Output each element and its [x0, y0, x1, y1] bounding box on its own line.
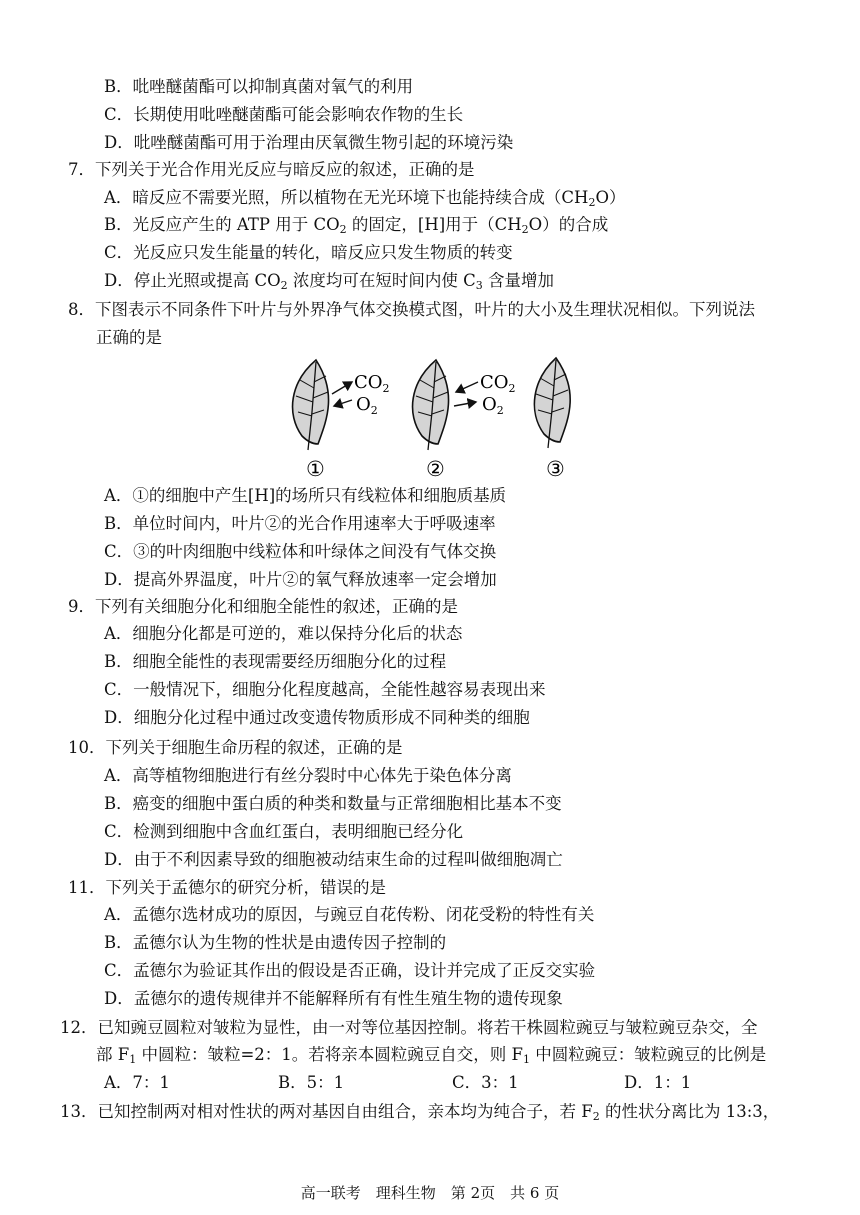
q10-stem: 10．下列关于细胞生命历程的叙述，正确的是 [68, 738, 403, 757]
q10-option-b: B．癌变的细胞中蛋白质的种类和数量与正常细胞相比基本不变 [104, 794, 562, 813]
o2-label-1: $O_2$ [356, 394, 378, 417]
q12-option-a: A．7：1 [104, 1073, 170, 1092]
q6-option-b: B．吡唑醚菌酯可以抑制真菌对氧气的利用 [104, 77, 414, 96]
q11-option-c: C．孟德尔为验证其作出的假设是否正确，设计并完成了正反交实验 [104, 961, 596, 980]
arrow-out-co2-1 [332, 382, 352, 394]
leaf-label-3: ③ [546, 457, 565, 480]
q12-options [0, 1072, 860, 1094]
q8-option-a: A．①的细胞中产生[H]的场所只有线粒体和细胞质基质 [104, 486, 507, 505]
q10-option-c: C．检测到细胞中含血红蛋白，表明细胞已经分化 [104, 822, 464, 841]
leaf-3 [534, 358, 570, 448]
q7-option-a: A．暗反应不需要光照，所以植物在无光环境下也能持续合成$(CH_2O)$ [104, 188, 626, 209]
q8-option-c: C．③的叶肉细胞中线粒体和叶绿体之间没有气体交换 [104, 542, 497, 561]
leaf-1 [293, 360, 329, 450]
leaf-gas-exchange-figure [282, 352, 582, 480]
q10-option-a: A．高等植物细胞进行有丝分裂时中心体先于染色体分离 [104, 766, 512, 785]
co2-label-2: $CO_2$ [480, 372, 516, 395]
q12-option-b: B．5：1 [278, 1073, 345, 1092]
q12-stem-line2: 部 $F_1$ 中圆粒：皱粒=2：1。若将亲本圆粒豌豆自交，则 $F_1$ 中圆粒豌豆：皱粒豌豆的比例是 [96, 1045, 767, 1066]
o2-label-2: $O_2$ [482, 394, 504, 417]
q7-option-b: B．光反应产生的 ATP 用于 $CO_2$ 的固定，[H]用于$(CH_2O)$的合成 [104, 215, 609, 236]
q7-stem: 7．下列关于光合作用光反应与暗反应的叙述，正确的是 [68, 160, 475, 179]
leaf-label-2: ② [426, 457, 445, 480]
q9-option-a: A．细胞分化都是可逆的，难以保持分化后的状态 [104, 624, 463, 643]
q9-option-d: D．细胞分化过程中通过改变遗传物质形成不同种类的细胞 [104, 708, 530, 727]
page-footer: 高一联考 理科生物 第 2页 共 6 页 [300, 1184, 560, 1202]
q8-stem-line2: 正确的是 [96, 328, 162, 347]
q9-option-c: C．一般情况下，细胞分化程度越高，全能性越容易表现出来 [104, 680, 546, 699]
arrow-in-co2-2 [456, 382, 478, 392]
q11-option-a: A．孟德尔选材成功的原因，与豌豆自花传粉、闭花受粉的特性有关 [104, 905, 595, 924]
q6-option-c: C．长期使用吡唑醚菌酯可能会影响农作物的生长 [104, 105, 464, 124]
arrow-out-o2-2 [454, 402, 476, 406]
q7-option-d: D．停止光照或提高 $CO_2$ 浓度均可在短时间内使 $C_3$ 含量增加 [104, 271, 555, 292]
q9-stem: 9．下列有关细胞分化和细胞全能性的叙述，正确的是 [68, 597, 458, 616]
arrow-in-o2-1 [334, 400, 352, 406]
q10-option-d: D．由于不利因素导致的细胞被动结束生命的过程叫做细胞凋亡 [104, 850, 563, 869]
q11-option-b: B．孟德尔认为生物的性状是由遗传因子控制的 [104, 933, 447, 952]
q12-stem-line1: 12．已知豌豆圆粒对皱粒为显性，由一对等位基因控制。将若干株圆粒豌豆与皱粒豌豆杂交，全 [60, 1018, 758, 1037]
q13-stem: 13．已知控制两对相对性状的两对基因自由组合，亲本均为纯合子，若 $F_2$ 的性状分离比为 13:3， [60, 1102, 780, 1123]
q12-option-c: C．3：1 [452, 1073, 519, 1092]
co2-label-1: $CO_2$ [354, 372, 390, 395]
q9-option-b: B．细胞全能性的表现需要经历细胞分化的过程 [104, 652, 447, 671]
q6-option-d: D．吡唑醚菌酯可用于治理由厌氧微生物引起的环境污染 [104, 133, 514, 152]
q8-option-b: B．单位时间内，叶片②的光合作用速率大于呼吸速率 [104, 514, 496, 533]
q8-option-d: D．提高外界温度，叶片②的氧气释放速率一定会增加 [104, 570, 497, 589]
q11-stem: 11．下列关于孟德尔的研究分析，错误的是 [68, 878, 386, 897]
q8-stem-line1: 8．下图表示不同条件下叶片与外界净气体交换模式图，叶片的大小及生理状况相似。下列说法 [68, 300, 755, 319]
q12-option-d: D．1：1 [624, 1073, 692, 1092]
q11-option-d: D．孟德尔的遗传规律并不能解释所有有性生殖生物的遗传现象 [104, 989, 563, 1008]
leaf-label-1: ① [306, 457, 325, 480]
leaf-2 [413, 360, 449, 450]
q7-option-c: C．光反应只发生能量的转化，暗反应只发生物质的转变 [104, 243, 513, 262]
